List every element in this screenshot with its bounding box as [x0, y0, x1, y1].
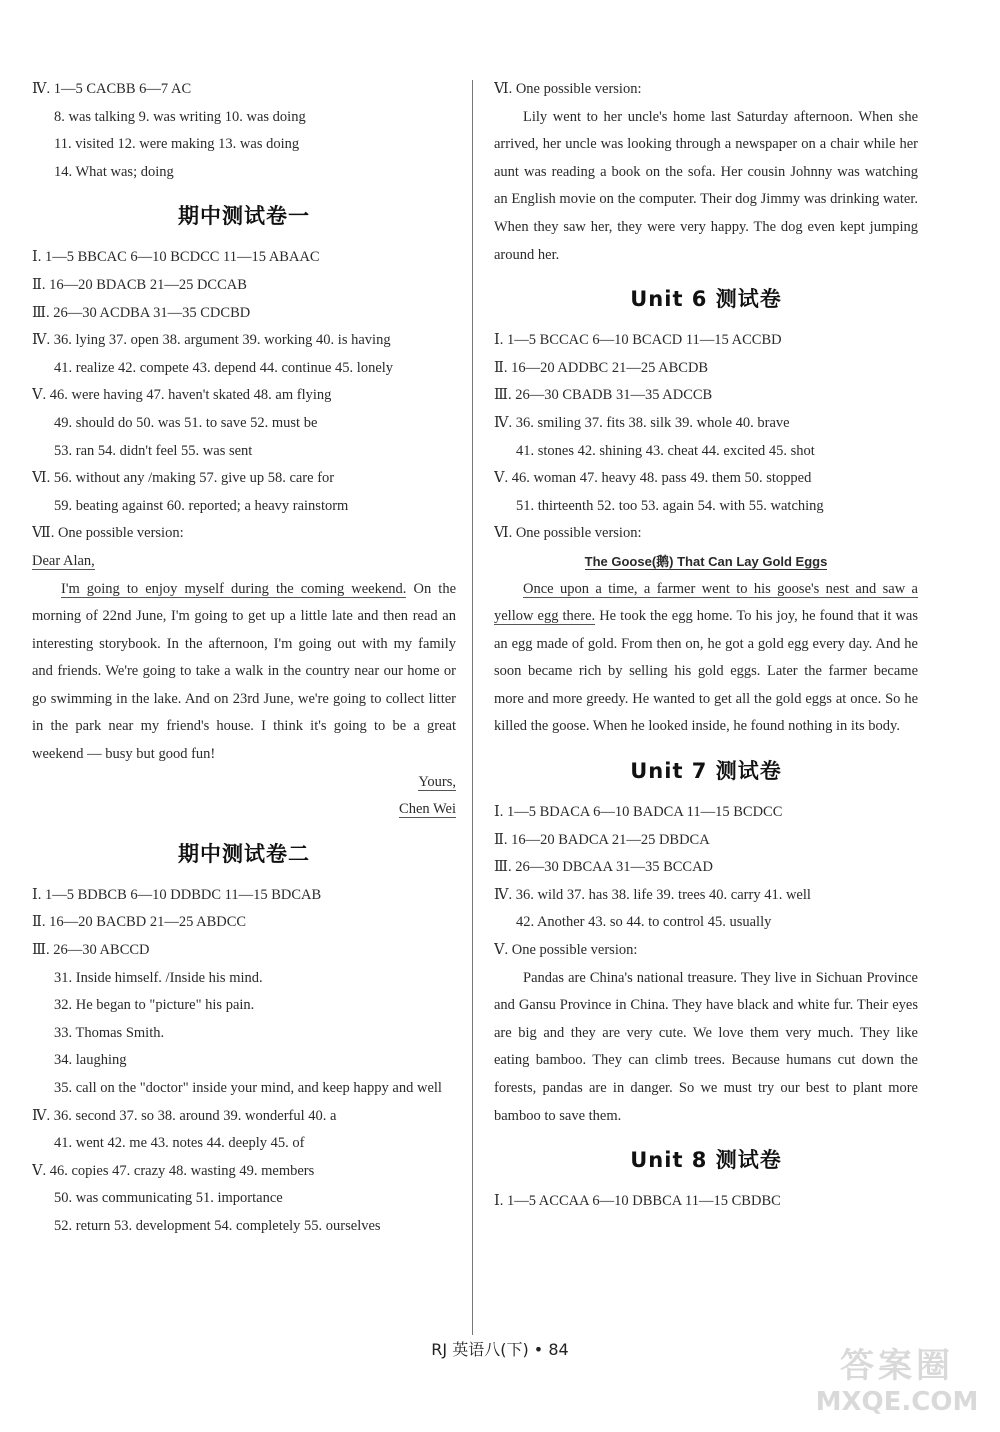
answer-line: Ⅰ. 1—5 BDACA 6—10 BADCA 11—15 BCDCC: [494, 804, 783, 821]
letter-first-sentence: I'm going to enjoy myself during the coming weekend.: [61, 580, 407, 597]
answer-line: Ⅵ. One possible version:: [494, 525, 642, 542]
answer-line: Ⅲ. 26—30 DBCAA 31—35 BCCAD: [494, 859, 714, 876]
answer-line: Ⅲ. 26—30 ACDBA 31—35 CDCBD: [32, 304, 251, 321]
answer-line: 33. Thomas Smith.: [54, 1024, 165, 1041]
answer-line: 41. went 42. me 43. notes 44. deeply 45. of: [54, 1135, 305, 1152]
watermark-url: MXQE.COM: [815, 1387, 979, 1417]
left-column: [32, 76, 456, 1241]
watermark-logo: [812, 1338, 982, 1424]
answer-line: Ⅰ. 1—5 ACCAA 6—10 DBBCA 11—15 CBDBC: [494, 1193, 781, 1210]
essay-lily: Lily went to her uncle's home last Saturday afternoon. When she arrived, her uncle was looking through a newspaper on a chair while her aunt was reading a book on the sofa. Her cousin Johnny was watching an English movie on the computer. Their dog Jimmy was drinking water. When they saw her, they were very happy. The dog even kept jumping around her.: [494, 108, 918, 263]
answer-line: 41. realize 42. compete 43. depend 44. continue 45. lonely: [54, 359, 394, 376]
section-title-midterm-2: 期中测试卷二: [178, 841, 310, 866]
answer-line: 14. What was; doing: [54, 163, 174, 180]
answer-line: Ⅵ. 56. without any /making 57. give up 58. care for: [32, 470, 335, 487]
answer-line: 41. stones 42. shining 43. cheat 44. excited 45. shot: [516, 442, 815, 459]
answer-line: 49. should do 50. was 51. to save 52. must be: [54, 414, 318, 431]
answer-line: Ⅱ. 16—20 ADDBC 21—25 ABCDB: [494, 359, 709, 376]
answer-line: 53. ran 54. didn't feel 55. was sent: [54, 442, 253, 459]
answer-line: 50. was communicating 51. importance: [54, 1190, 283, 1207]
answer-35: 35. call on the "doctor" inside your mind, and keep happy and well: [54, 1080, 442, 1096]
answer-line: 59. beating against 60. reported; a heavy rainstorm: [54, 497, 349, 514]
section-title-unit-7: Unit 7 测试卷: [630, 759, 782, 784]
answer-line: Ⅳ. 36. smiling 37. fits 38. silk 39. whole 40. brave: [494, 414, 790, 431]
page-footer: RJ 英语八(下) • 84: [431, 1340, 569, 1359]
section-title-unit-8: Unit 8 测试卷: [630, 1148, 782, 1173]
answer-line: 51. thirteenth 52. too 53. again 54. with 55. watching: [516, 497, 824, 514]
answer-line: Ⅴ. 46. were having 47. haven't skated 48. am flying: [32, 387, 332, 404]
answer-line: 42. Another 43. so 44. to control 45. usually: [516, 914, 772, 931]
answer-line: Ⅳ. 36. second 37. so 38. around 39. wonderful 40. a: [32, 1107, 337, 1124]
answer-line: Ⅰ. 1—5 BBCAC 6—10 BCDCC 11—15 ABAAC: [32, 249, 320, 266]
essay-pandas: Pandas are China's national treasure. They live in Sichuan Province and Gansu Province in China. They have black and white fur. Their eyes are big and they are very cute. We love them very much. They like eating bamboo. They can climb trees. Because humans cut down the forests, pandas are in danger. So we must try our best to plant more bamboo to save them.: [494, 969, 918, 1124]
letter-body: [32, 576, 456, 769]
answer-line: Ⅴ. 46. woman 47. heavy 48. pass 49. them 50. stopped: [494, 470, 812, 487]
answer-line: Ⅳ. 1—5 CACBB 6—7 AC: [32, 81, 192, 97]
answer-line: Ⅱ. 16—20 BADCA 21—25 DBDCA: [494, 831, 710, 848]
answer-line: 32. He began to "picture" his pain.: [54, 997, 255, 1014]
answer-line: Ⅵ. One possible version:: [494, 81, 642, 97]
answer-line: 8. was talking 9. was writing 10. was doing: [54, 108, 306, 125]
answer-line: Ⅰ. 1—5 BCCAC 6—10 BCACD 11—15 ACCBD: [494, 332, 782, 349]
watermark-text: 答案圈: [840, 1346, 954, 1386]
right-column: [494, 76, 918, 1216]
answer-line: Ⅰ. 1—5 BDBCB 6—10 DDBDC 11—15 BDCAB: [32, 886, 322, 903]
section-title-midterm-1: 期中测试卷一: [178, 204, 310, 229]
answer-line: Ⅲ. 26—30 CBADB 31—35 ADCCB: [494, 387, 713, 404]
answer-line: Ⅲ. 26—30 ABCCD: [32, 942, 150, 959]
story-first-sentence: Once upon a time, a farmer went to his goose's nest and saw a yellow egg there.: [494, 580, 918, 625]
answer-line: Ⅳ. 36. wild 37. has 38. life 39. trees 40. carry 41. well: [494, 886, 811, 903]
answer-line: Ⅱ. 16—20 BDACB 21—25 DCCAB: [32, 276, 247, 293]
answer-line: 31. Inside himself. /Inside his mind.: [54, 969, 263, 986]
answer-line: Ⅶ. One possible version:: [32, 525, 184, 542]
story-body: [494, 576, 918, 742]
letter-body-text: On the morning of 22nd June, I'm going to get up a little late and then read an interesting storybook. In the afternoon, I'm going out with my family and friends. We're going to take a walk in the country near our home or go swimming in the lake. And on 23rd June, we're going to collect litter in the park near my friend's house. I think it's going to be a great weekend — busy but good fun!: [32, 580, 456, 763]
letter-closing: Yours,: [418, 773, 456, 790]
answer-line: 52. return 53. development 54. completely 55. ourselves: [54, 1217, 381, 1234]
column-divider: [472, 80, 473, 1335]
letter-signature: Chen Wei: [399, 801, 456, 818]
answer-line: 11. visited 12. were making 13. was doing: [54, 136, 300, 153]
answer-line: Ⅱ. 16—20 BACBD 21—25 ABDCC: [32, 914, 247, 931]
answer-line: Ⅴ. 46. copies 47. crazy 48. wasting 49. members: [32, 1162, 315, 1179]
answer-line: Ⅳ. 36. lying 37. open 38. argument 39. working 40. is having: [32, 332, 391, 349]
section-title-unit-6: Unit 6 测试卷: [630, 287, 782, 312]
story-rest: He took the egg home. To his joy, he found that it was an egg made of gold. From then on, he got a gold egg every day. And he soon became rich by selling his gold eggs. Later the farmer became more and more greedy. He wanted to get all the gold eggs at once. So he killed the goose. When he looked inside, he found nothing in its body.: [494, 608, 918, 735]
answer-line: Ⅴ. One possible version:: [494, 942, 638, 959]
answer-line: 34. laughing: [54, 1052, 127, 1069]
letter-greeting: [32, 548, 456, 576]
letter-greeting-text: Dear Alan,: [32, 552, 95, 569]
story-title: The Goose(鹅) That Can Lay Gold Eggs: [584, 553, 828, 569]
